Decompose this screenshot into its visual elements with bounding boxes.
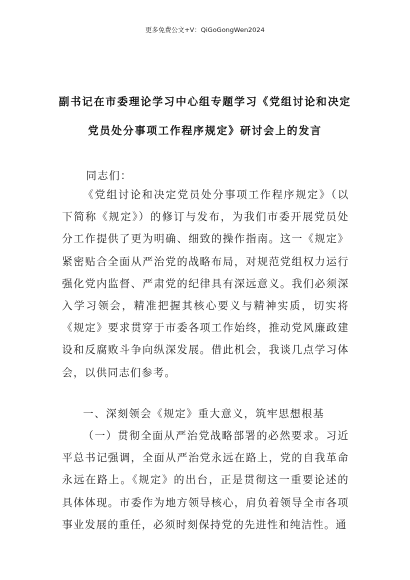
section-heading: 一、深刻领会《规定》重大意义，筑牢思想根基: [83, 408, 325, 420]
body-paragraph: 《党组讨论和决定党员处分事项工作程序规定》（以下简称《规定》）的修订与发布，为我们市委开展党员处分工作提供了更为明确、细致的操作指南。这一《规定》紧密贴合全面从严治党的战略布局，对规范党组权力运行强化党内监督、严肃党的纪律具有深远意义。我们必须深入学习领会，精准把握其核心要义与精神实质，切实将《规定》要求贯穿于市委各项工作始终，推动党风廉政建设和反腐败斗争向纵深发展。借此机会，我谈几点学习体会，以供同志们参考。: [62, 189, 349, 379]
document-title-line-2: 党员处分事项工作程序规定》研讨会上的发言: [88, 125, 322, 137]
header-note: 更多免费公文+V：QiGoGongWen2024: [145, 26, 265, 34]
subsection-paragraph: （一）贯彻全面从严治党战略部署的必然要求。习近平总书记强调，全面从严治党永远在路上，党的自我革命永远在路上。《规定》的出台，正是贯彻这一重要论述的具体体现。市委作为地方领导核心，肩负着领导全市各项事业发展的重任，必须时刻保持党的先进性和纯洁性。通: [62, 430, 349, 531]
salutation: 同志们：: [86, 170, 132, 182]
document-title-line-1: 副书记在市委理论学习中心组专题学习《党组讨论和决定: [58, 96, 352, 108]
